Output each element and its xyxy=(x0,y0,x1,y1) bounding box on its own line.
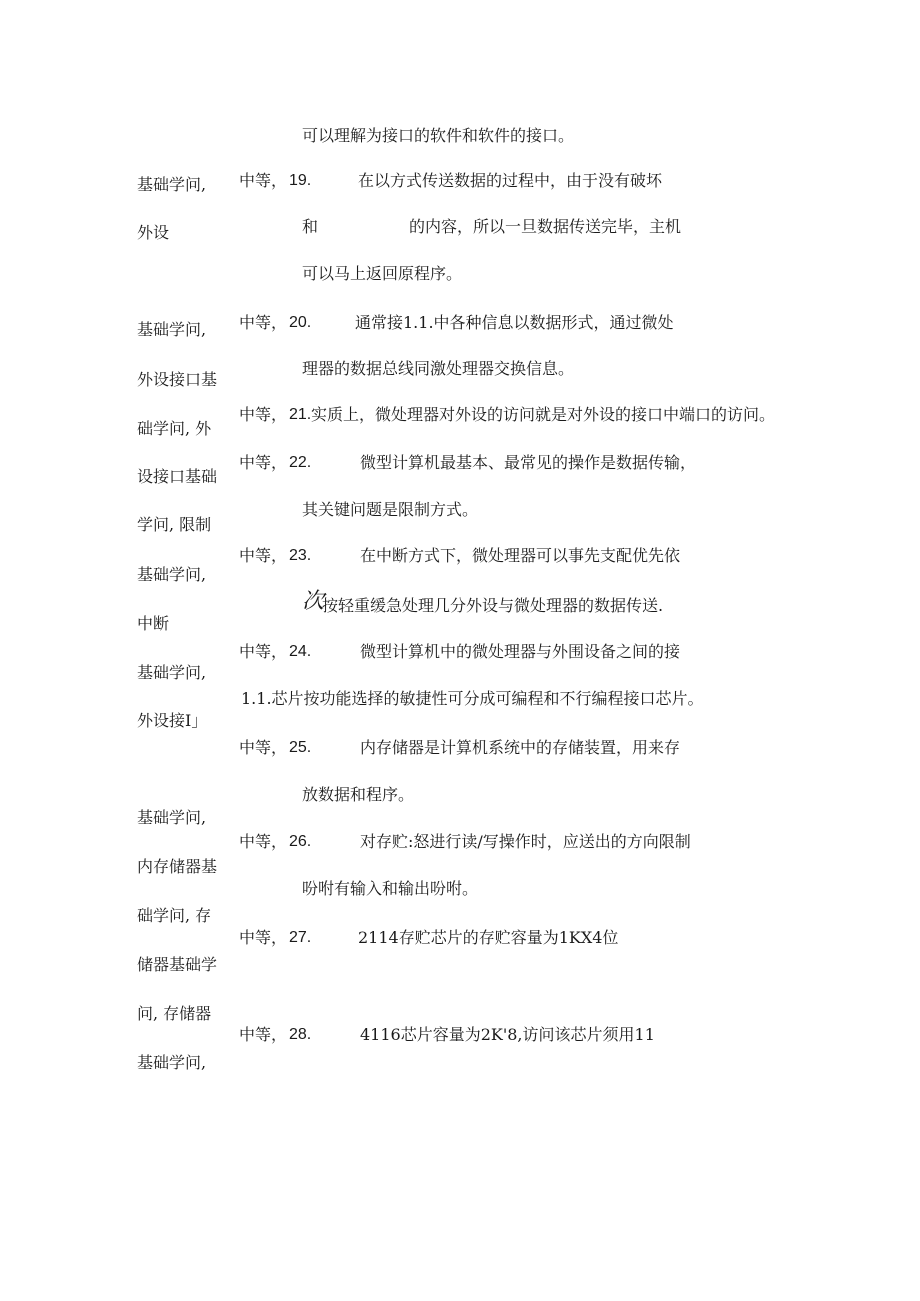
question-text: 2114存贮芯片的存贮容量为1KX4位 xyxy=(358,928,619,947)
question-number: 25. xyxy=(289,739,312,756)
question-text: 通常接1.1.中各种信息以数据形式，通过微处 xyxy=(355,313,674,332)
difficulty-label: 中等， xyxy=(239,1025,288,1044)
question-number: 26. xyxy=(289,833,312,850)
difficulty-label: 中等， xyxy=(239,546,288,565)
category-label: 外设接口基 xyxy=(137,370,218,389)
question-text: 其关键问题是限制方式。 xyxy=(302,500,479,519)
question-number: 20. xyxy=(289,314,312,331)
question-number: 28. xyxy=(289,1026,312,1043)
question-text: 内存储器是计算机系统中的存储装置，用来存 xyxy=(360,738,681,757)
difficulty-label: 中等， xyxy=(239,171,288,190)
question-number: 19. xyxy=(289,172,312,189)
category-label: 内存储器基 xyxy=(137,857,218,876)
difficulty-label: 中等， xyxy=(239,313,288,332)
question-text: 微型计算机中的微处理器与外围设备之间的接 xyxy=(360,642,681,661)
question-number: 24. xyxy=(289,643,312,660)
category-label: 基础学问, xyxy=(137,565,207,584)
question-text: 实质上，微处理器对外设的访问就是对外设的接口中端口的访问。 xyxy=(311,405,776,424)
question-number: 22. xyxy=(289,454,312,471)
question-text: 对存贮:怒进行读/写操作时，应送出的方向限制 xyxy=(360,832,691,851)
difficulty-label: 中等， xyxy=(239,928,288,947)
difficulty-label: 中等， xyxy=(239,642,288,661)
question-text: 微型计算机最基本、最常见的操作是数据传输， xyxy=(360,453,697,472)
question-text: 的内容，所以一旦数据传送完毕，主机 xyxy=(409,217,682,236)
category-label: 设接口基础 xyxy=(137,467,218,486)
category-label: 基础学问, xyxy=(137,1053,207,1072)
category-label: 基础学问, xyxy=(137,808,207,827)
question-text: 吩咐有输入和输出吩咐。 xyxy=(302,879,479,898)
question-text: 可以理解为接口的软件和软件的接口。 xyxy=(302,126,575,145)
question-text: 1.1.芯片按功能选择的敏捷性可分成可编程和不行编程接口芯片。 xyxy=(241,689,704,708)
question-number: 23. xyxy=(289,547,312,564)
category-label: 础学问, 外 xyxy=(137,419,212,438)
category-label: 基础学问, xyxy=(137,175,207,194)
category-label: 础学问, 存 xyxy=(137,906,212,925)
category-label: 外设接I」 xyxy=(137,711,208,730)
question-text: 在以方式传送数据的过程中，由于没有破坏 xyxy=(358,171,663,190)
difficulty-label: 中等， xyxy=(239,832,288,851)
question-text: 放数据和程序。 xyxy=(302,785,415,804)
question-text: 4116芯片容量为2K'8,访问该芯片须用11 xyxy=(360,1025,655,1044)
category-label: 外设 xyxy=(137,223,170,242)
difficulty-label: 中等， xyxy=(239,405,288,424)
question-text: 次 xyxy=(302,589,325,614)
question-number: 27. xyxy=(289,929,312,946)
difficulty-label: 中等， xyxy=(239,738,288,757)
question-text: 和 xyxy=(302,217,319,236)
category-label: 问, 存储器 xyxy=(137,1004,212,1023)
category-label: 储器基础学 xyxy=(137,955,218,974)
category-label: 基础学问, xyxy=(137,320,207,339)
question-text: 按轻重缓急处理几分外设与微处理器的数据传送. xyxy=(322,596,664,615)
category-label: 学问, 限制 xyxy=(137,515,212,534)
question-text: 在中断方式下，微处理器可以事先支配优先依 xyxy=(360,546,681,565)
difficulty-label: 中等， xyxy=(239,453,288,472)
question-text: 理器的数据总线同激处理器交换信息。 xyxy=(302,359,575,378)
question-number: 21. xyxy=(289,406,312,423)
category-label: 基础学问, xyxy=(137,663,207,682)
question-text: 可以马上返回原程序。 xyxy=(302,264,463,283)
category-label: 中断 xyxy=(137,614,170,633)
